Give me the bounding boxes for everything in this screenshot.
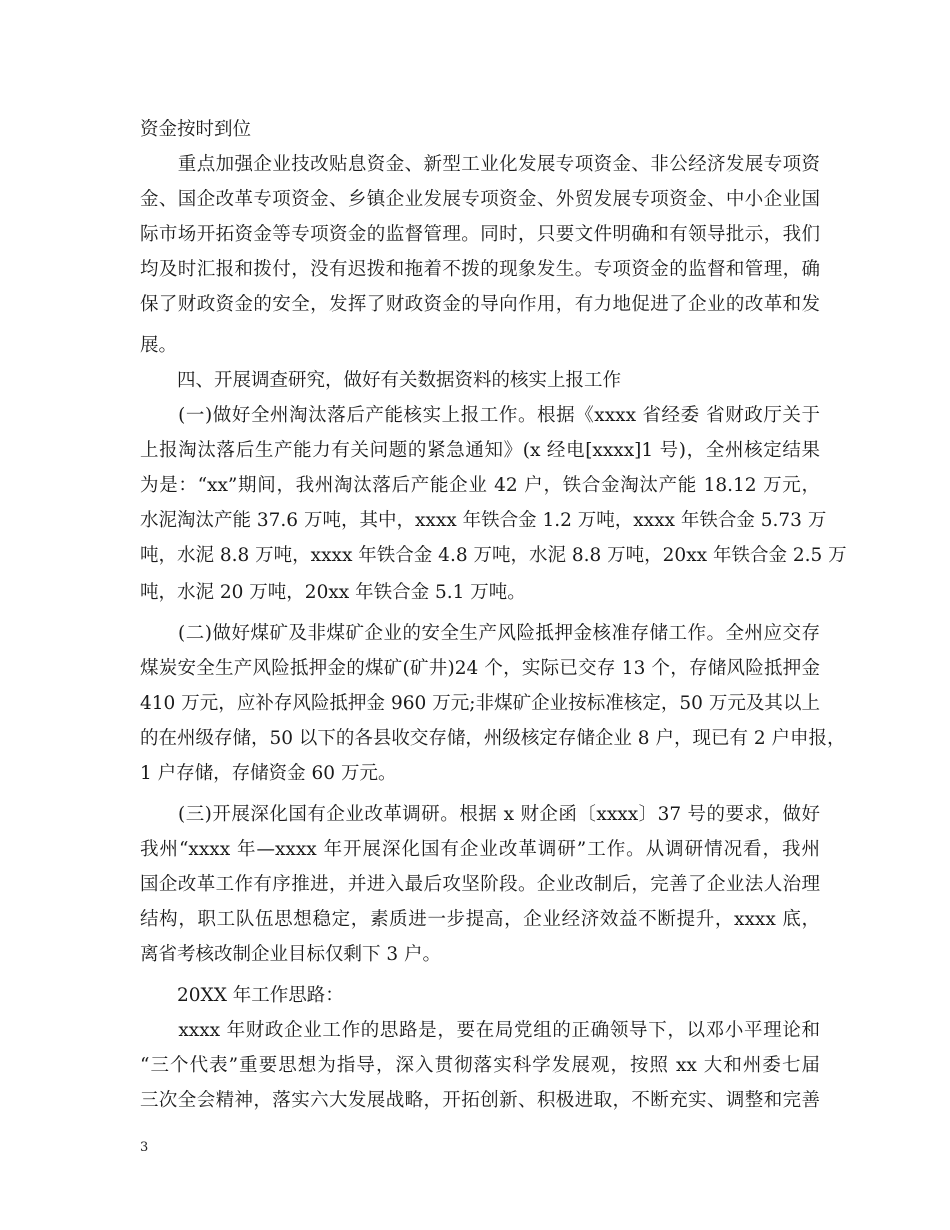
text-line: 的在州级存储，50 以下的各县收交存储，州级核定存储企业 8 户，现已有 2 户申报， — [140, 728, 846, 749]
text-line: 1 户存储，存储资金 60 万元。 — [140, 763, 397, 784]
text-line: 国企改革工作有序推进，并进入最后攻坚阶段。企业改制后，完善了企业法人治理 — [140, 874, 820, 895]
section-heading: 四、开展调查研究，做好有关数据资料的核实上报工作 — [140, 370, 622, 391]
text-line: (一)做好全州淘汰落后产能核实上报工作。根据《xxxx 省经委 省财政厅关于 — [140, 405, 820, 426]
text-line: 保了财政资金的安全，发挥了财政资金的导向作用，有力地促进了企业的改革和发 — [140, 294, 820, 315]
page-number: 3 — [140, 1140, 149, 1155]
text-line: 资金按时到位 — [140, 119, 252, 140]
text-line: 金、国企改革专项资金、乡镇企业发展专项资金、外贸发展专项资金、中小企业国 — [140, 189, 820, 210]
text-line: 水泥淘汰产能 37.6 万吨，其中，xxxx 年铁合金 1.2 万吨，xxxx 年铁合金 5.73 万 — [140, 510, 827, 531]
text-line: 煤炭安全生产风险抵押金的煤矿(矿井)24 个，实际已交存 13 个，存储风险抵押金 — [140, 658, 820, 679]
text-line: 三次全会精神，落实六大发展战略，开拓创新、积极进取，不断充实、调整和完善 — [140, 1090, 820, 1111]
text-line: 均及时汇报和拨付，没有迟拨和拖着不拨的现象发生。专项资金的监督和管理，确 — [140, 259, 820, 280]
text-line: 展。 — [140, 335, 178, 356]
text-line: 结构，职工队伍思想稳定，素质进一步提高，企业经济效益不断提升，xxxx 底， — [140, 909, 820, 930]
text-line: 我州“xxxx 年—xxxx 年开展深化国有企业改革调研”工作。从调研情况看，我州 — [140, 839, 820, 860]
text-line: “三个代表”重要思想为指导，深入贯彻落实科学发展观，按照 xx 大和州委七届 — [140, 1055, 820, 1076]
text-line: 离省考核改制企业目标仅剩下 3 户。 — [140, 944, 442, 965]
text-line: 为是：“xx”期间，我州淘汰落后产能企业 42 户，铁合金淘汰产能 18.12 万元， — [140, 475, 820, 496]
text-line: 上报淘汰落后生产能力有关问题的紧急通知》(x 经电[xxxx]1 号)，全州核定结果 — [140, 440, 820, 461]
text-line: 重点加强企业技改贴息资金、新型工业化发展专项资金、非公经济发展专项资 — [140, 154, 820, 175]
text-line: 际市场开拓资金等专项资金的监督管理。同时，只要文件明确和有领导批示，我们 — [140, 224, 820, 245]
text-line: 吨，水泥 20 万吨，20xx 年铁合金 5.1 万吨。 — [140, 582, 526, 603]
text-line: 吨，水泥 8.8 万吨，xxxx 年铁合金 4.8 万吨，水泥 8.8 万吨，20xx 年铁合金 2.5 万 — [140, 545, 847, 566]
text-line: 410 万元，应补存风险抵押金 960 万元;非煤矿企业按标准核定，50 万元及其以上 — [140, 693, 820, 714]
text-line: xxxx 年财政企业工作的思路是，要在局党组的正确领导下，以邓小平理论和 — [140, 1020, 820, 1041]
section-heading: 20XX 年工作思路： — [140, 985, 344, 1006]
text-line: (三)开展深化国有企业改革调研。根据 x 财企函〔xxxx〕37 号的要求，做好 — [140, 804, 820, 825]
text-line: (二)做好煤矿及非煤矿企业的安全生产风险抵押金核准存储工作。全州应交存 — [140, 623, 820, 644]
